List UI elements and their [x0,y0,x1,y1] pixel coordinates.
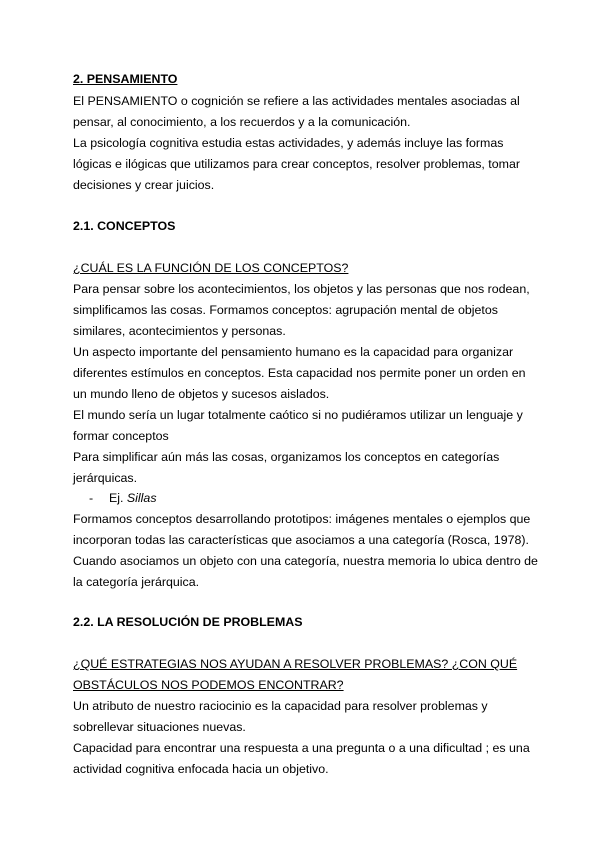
paragraph-line: jerárquicas. [73,471,138,485]
paragraph-line: El PENSAMIENTO o cognición se refiere a las actividades mentales asociadas al [73,94,520,108]
section-question: ¿QUÉ ESTRATEGIAS NOS AYUDAN A RESOLVER PROBLEMAS? ¿CON QUÉ [73,657,518,671]
paragraph-line: sobrellevar situaciones nuevas. [73,720,246,734]
paragraph-line: Formamos conceptos desarrollando prototipos: imágenes mentales o ejemplos que [73,512,531,526]
paragraph-line: la categoría jerárquica. [73,575,200,589]
paragraph-line: Capacidad para encontrar una respuesta a una pregunta o a una dificultad ; es una [73,741,530,755]
section-heading-resolucion: 2.2. LA RESOLUCIÓN DE PROBLEMAS [73,615,303,629]
paragraph-line: similares, acontecimientos y personas. [73,324,286,338]
paragraph-line: un mundo lleno de objetos y sucesos aislados. [73,387,330,401]
section-heading-conceptos: 2.1. CONCEPTOS [73,219,176,233]
paragraph-line: Cuando asociamos un objeto con una categoría, nuestra memoria lo ubica dentro de [73,554,538,568]
paragraph-line: diferentes estímulos en conceptos. Esta capacidad nos permite poner un orden en [73,366,526,380]
section-heading-pensamiento: 2. PENSAMIENTO [73,72,178,86]
bullet-dash: - [89,491,94,505]
paragraph-line: Para pensar sobre los acontecimientos, los objetos y las personas que nos rodean, [73,282,530,296]
bullet-text [109,490,157,506]
paragraph-line: incorporan todas las características que asociamos a una categoría (Rosca, 1978). [73,533,529,547]
paragraph-line: Un atributo de nuestro raciocinio es la capacidad para resolver problemas y [73,699,488,713]
paragraph-line: formar conceptos [73,429,169,443]
paragraph-line: La psicología cognitiva estudia estas actividades, y además incluye las formas [73,136,504,150]
section-question: OBSTÁCULOS NOS PODEMOS ENCONTRAR? [73,678,344,692]
paragraph-line: decisiones y crear juicios. [73,178,215,192]
section-question: ¿CUÁL ES LA FUNCIÓN DE LOS CONCEPTOS? [73,261,349,275]
paragraph-line: Un aspecto importante del pensamiento humano es la capacidad para organizar [73,345,514,359]
paragraph-line: lógicas e ilógicas que utilizamos para crear conceptos, resolver problemas, tomar [73,157,520,171]
paragraph-line: actividad cognitiva enfocada hacia un objetivo. [73,762,329,776]
paragraph-line: pensar, al conocimiento, a los recuerdos y a la comunicación. [73,115,411,129]
bullet-example: Sillas [126,491,157,505]
bullet-prefix: Ej. [109,491,127,505]
paragraph-line: Para simplificar aún más las cosas, organizamos los conceptos en categorías [73,450,500,464]
paragraph-line: simplificamos las cosas. Formamos conceptos: agrupación mental de objetos [73,303,498,317]
paragraph-line: El mundo sería un lugar totalmente caótico si no pudiéramos utilizar un lenguaje y [73,408,523,422]
